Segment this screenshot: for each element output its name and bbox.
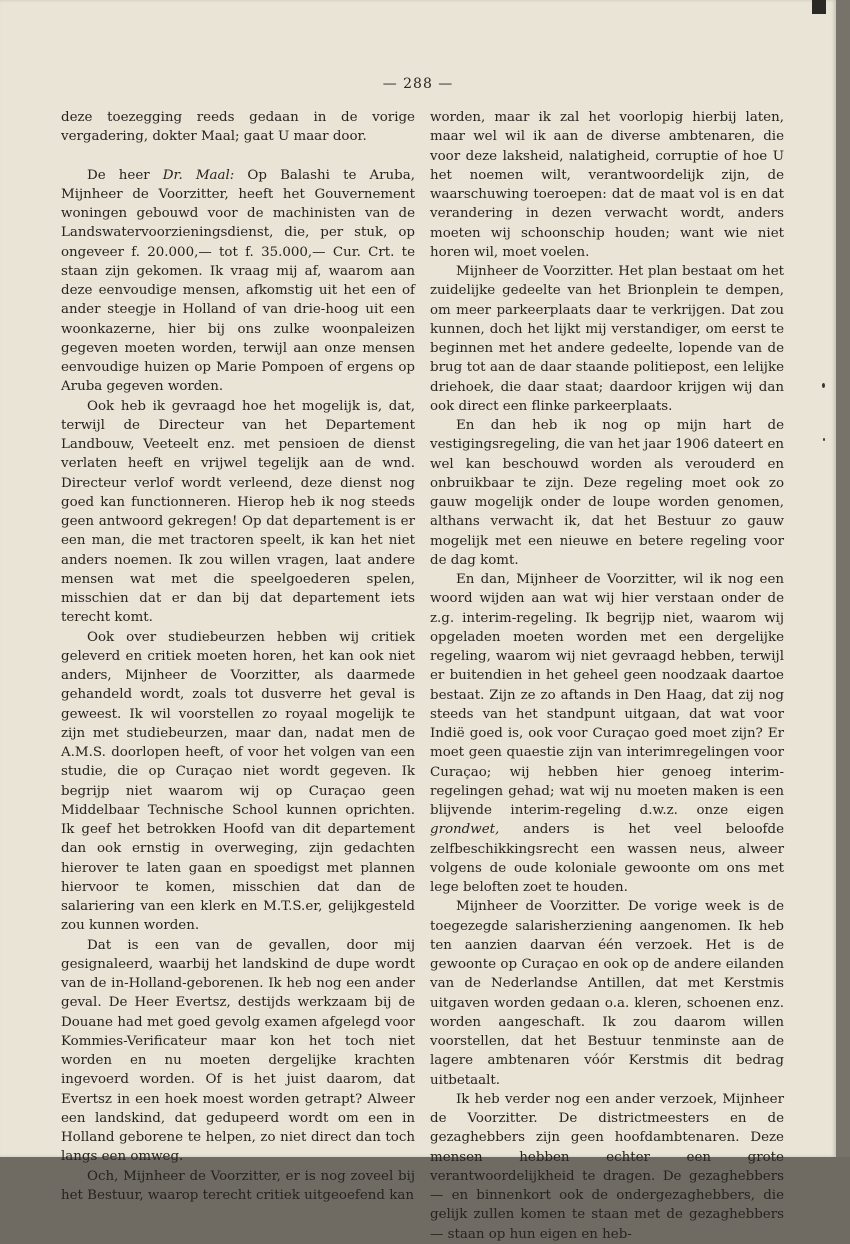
scan-speck bbox=[823, 438, 825, 441]
paragraph: deze toezegging reeds gedaan in de vorige vergadering, dokter Maal; gaat U maar door. bbox=[61, 110, 415, 145]
page-number: — 288 — bbox=[382, 76, 454, 92]
right-column bbox=[430, 108, 784, 1244]
paragraph-text: anders is het veel beloofde zelfbeschikkingsrecht een wassen neus, alweer volgens de oude koloniale gewoonte om ons met lege beloften zoet te houden. bbox=[430, 822, 784, 895]
paragraph: Och, Mijnheer de Voorzitter, er is nog zoveel bij het Bestuur, waarop terecht critiek uitgeoefend kan bbox=[61, 1168, 415, 1203]
paragraph bbox=[430, 570, 784, 897]
paragraph: Ook heb ik gevraagd hoe het mogelijk is, dat, terwijl de Directeur van het Departement Landbouw, Veeteelt enz. met pensioen de dienst verlaten heeft en vrijwel tegelijk aan de wnd. Directeur verlof wordt verleend, deze dienst nog goed kan functionneren. Hierop heb ik nog steeds geen antwoord gekregen! Op dat departement is er een man, die met tractoren speelt, ik kan het niet anders noemen. Ik zou willen vragen, laat andere mensen wat met die speelgoederen spelen, misschien dat er dan bij dat departement iets terecht komt. bbox=[61, 398, 415, 626]
paragraph-text: Op Balashi te Aruba, Mijnheer de Voorzitter, heeft het Gouvernement woningen gebouwd voor de machinisten van de Landswatervoorzieningsdienst, die, per stuk, op ongeveer f. 20.000,— tot f. 35.000,— Cur. Crt. te staan zijn gekomen. Ik vraag mij af, waarom aan deze eenvoudige mensen, afkomstig uit het een of ander steegje in Holland of van drie-hoog uit een woonkazerne, hier bij ons zulke woonpaleizen gegeven moeten worden, terwijl aan onze mensen eenvoudige huizen op Marie Pompoen of ergens op Aruba gegeven worden. bbox=[61, 167, 415, 395]
paragraph-lead: De heer bbox=[87, 167, 163, 183]
paragraph: Dat is een van de gevallen, door mij gesignaleerd, waarbij het landskind de dupe wordt van de in-Holland-geborenen. Ik heb nog een ander geval. De Heer Evertsz, destijds werkzaam bij de Douane had met goed gevolg examen afgelegd voor Kommies-Verificateur maar kon het toch niet worden en nu moeten dergelijke krachten ingevoerd worden. Of is het juist daarom, dat Evertsz in een hoek moest worden getrapt? Alweer een landskind, dat gedupeerd wordt om een in Holland geborene te helpen, zo niet direct dan toch langs een omweg. bbox=[61, 937, 415, 1165]
paragraph: Mijnheer de Voorzitter. Het plan bestaat om het zuidelijke gedeelte van het Brionplein te dempen, om meer parkeerplaats daar te verkrijgen. Dat zou kunnen, doch het lijkt mij verstandiger, om eerst te beginnen met het andere gedeelte, lopende van de brug tot aan de daar staande politiepost, een lelijke driehoek, die daar staat; daardoor krijgen wij dan ook direct een flinke parkeerplaats. bbox=[430, 264, 784, 414]
emphasis-text: grondwet, bbox=[430, 822, 500, 838]
scan-margin-strip bbox=[836, 0, 850, 1157]
scan-corner-mark bbox=[812, 0, 826, 14]
paragraph-text: En dan, Mijnheer de Voorzitter, wil ik nog een woord wijden aan wat wij hier verstaan onder de z.g. interim-regeling. Ik begrijp niet, waarom wij opgeladen moeten worden met een dergelijke regeling, waarom wij niet gevraagd hebben, terwijl er buitendien in het geheel geen noodzaak daartoe bestaat. Zijn ze zo aftands in Den Haag, dat zij nog steeds van het standpunt uitgaan, dat wat voor Indië goed is, ook voor Curaçao goed moet zijn? Er moet geen quaestie zijn van interimregelingen voor Curaçao; wij hebben hier genoeg interim-regelingen gehad; wat wij nu moeten maken is een blijvende interim-regeling d.w.z. onze eigen bbox=[430, 572, 784, 818]
paragraph: worden, maar ik zal het voorlopig hierbij laten, maar wel wil ik aan de diverse ambtenaren, die voor deze laksheid, nalatigheid, corruptie of hoe U het noemen wilt, verantwoordelijk zijn, de waarschuwing toeroepen: dat de maat vol is en dat verandering in dezen verwacht wordt, anders moeten wij schoonschip houden; want wie niet horen wil, moet voelen. bbox=[430, 110, 784, 260]
left-column bbox=[61, 108, 415, 1205]
paragraph: Ook over studiebeurzen hebben wij critiek geleverd en critiek moeten horen, het kan ook niet anders, Mijnheer de Voorzitter, als daarmede gehandeld wordt, zoals tot dusverre het geval is geweest. Ik wil voorstellen zo royaal mogelijk te zijn met studiebeurzen, maar dan, nadat men de A.M.S. doorlopen heeft, of voor het volgen van een studie, die op Curaçao niet wordt gegeven. Ik begrijp niet waarom wij op Curaçao geen Middelbaar Technische School kunnen oprichten. Ik geef het betrokken Hoofd van dit departement dan ook ernstig in overweging, zijn gedachten hierover te laten gaan en spoedigst met plannen hiervoor te komen, misschien dat dan de salariering van een klerk en M.T.S.er, gelijkgesteld zou kunnen worden. bbox=[61, 629, 415, 934]
speaker-name: Dr. Maal: bbox=[162, 167, 235, 183]
paragraph: Mijnheer de Voorzitter. De vorige week is de toegezegde salarisherziening aangenomen. Ik heb ten aanzien daarvan één verzoek. Het is de gewoonte op Curaçao en ook op de andere eilanden van de Nederlandse Antillen, dat met Kerstmis uitgaven worden gedaan o.a. kleren, schoenen enz. worden aangeschaft. Ik zou daarom willen voorstellen, dat het Bestuur tenminste aan de lagere ambtenaren vóór Kerstmis dit bedrag uitbetaalt. bbox=[430, 899, 784, 1088]
paragraph bbox=[61, 166, 415, 397]
paragraph: En dan heb ik nog op mijn hart de vestigingsregeling, die van het jaar 1906 dateert en wel kan beschouwd worden als verouderd en onbruikbaar te zijn. Deze regeling moet ook zo gauw mogelijk onder de loupe worden genomen, althans verwacht ik, dat het Bestuur zo gauw mogelijk met een nieuwe en betere regeling voor de dag komt. bbox=[430, 418, 784, 568]
paragraph: Ik heb verder nog een ander verzoek, Mijnheer de Voorzitter. De districtmeesters en de gezaghebbers zijn geen hoofdambtenaren. Deze mensen hebben echter een grote verantwoordelijkheid te dragen. De gezaghebbers — en binnenkort ook de ondergezaghebbers, die gelijk zullen komen te staan met de gezaghebbers — staan op hun eigen en heb- bbox=[430, 1091, 784, 1242]
scan-speck bbox=[822, 383, 825, 388]
